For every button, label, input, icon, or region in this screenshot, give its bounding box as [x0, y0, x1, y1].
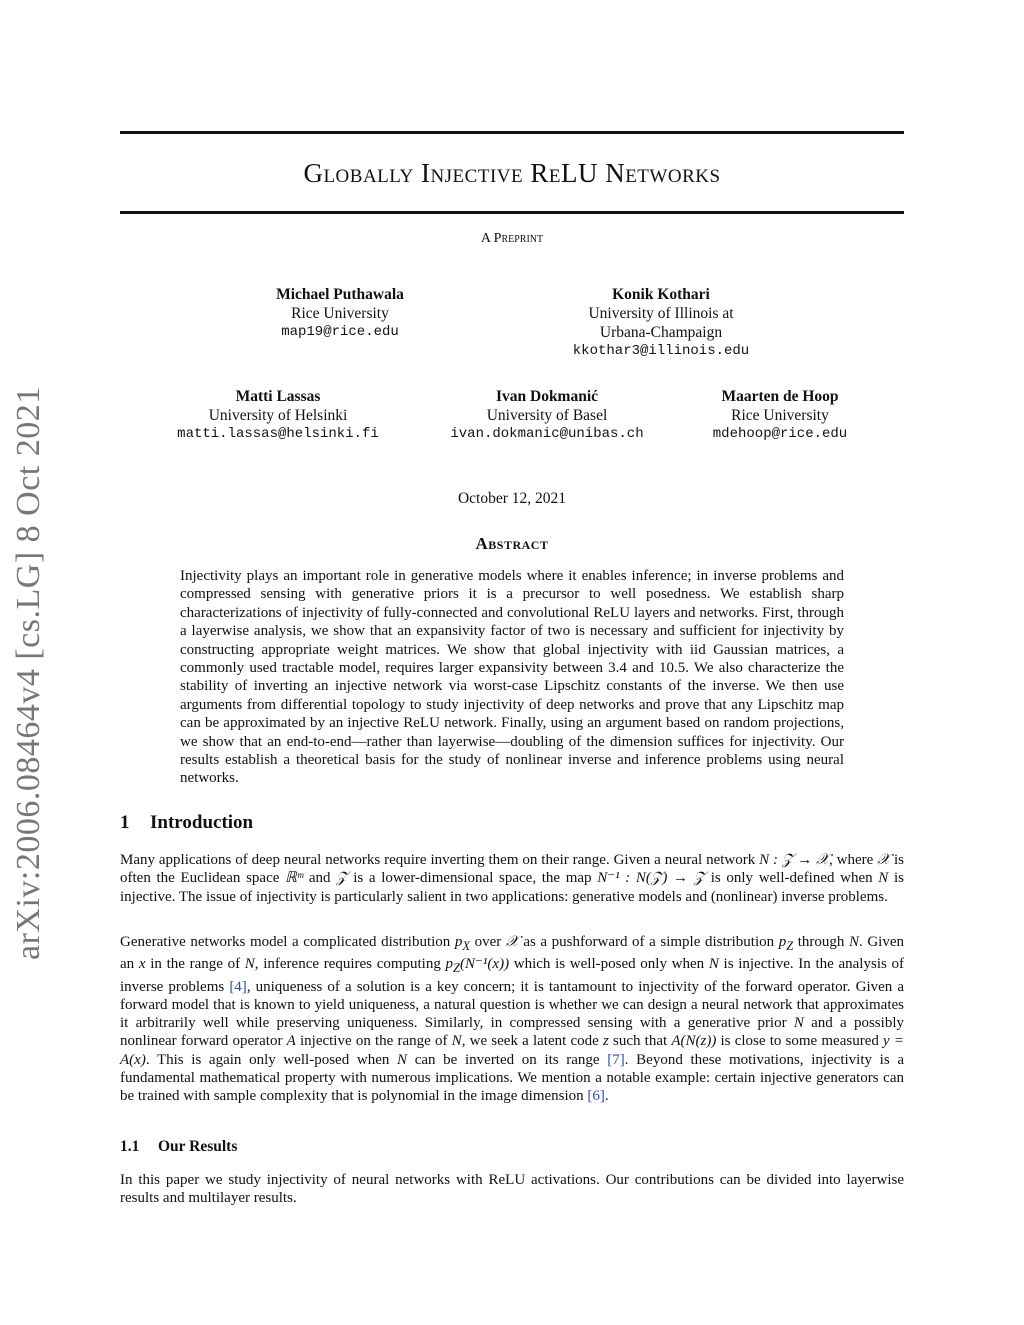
author-affiliation: University of Basel — [486, 407, 608, 424]
author-block — [531, 285, 791, 361]
author-block — [427, 387, 667, 444]
author-affiliation: University of Illinois at — [588, 305, 734, 322]
title-rule-bottom — [120, 211, 904, 214]
paper-title: Globally Injective ReLU Networks — [303, 158, 721, 188]
author-email[interactable]: matti.lassas@helsinki.fi — [177, 426, 379, 442]
author-email[interactable]: ivan.dokmanic@unibas.ch — [450, 426, 644, 442]
arxiv-identifier: arXiv:2006.08464v4 [cs.LG] 8 Oct 2021 — [10, 386, 47, 960]
intro-paragraph-2: Generative networks model a complicated distribution $p_X$ over 𝒳 as a pushforward of a simple distribution $p_Z$ through N. Given an x in the range of N, inference requires computing $p_Z(N^{-1}(x))$ which is well-posed only when N is injective. In the analysis of inverse problems [4], uniqueness of a solution is a key concern; it is tantamount to injectivity of the forward operator. Given a forward model that is known to yield uniqueness, a natural question is whether we can design a neural network that approximates it arbitrarily well while preserving uniqueness. Similarly, in compressed sensing with a generative prior N and a possibly nonlinear forward operator A injective on the range of N, we seek a latent code z such that A(N(z)) is close to some measured y = A(x). This is again only well-posed when N can be inverted on its range [7]. Beyond these motivations, injectivity is a fundamental mathematical property with numerous implications. We mention a notable example: certain injective generators can be trained with sample complexity that is polynomial in the image dimension [6]. — [120, 934, 905, 1105]
author-name: Matti Lassas — [235, 388, 321, 405]
author-name: Ivan Dokmanić — [495, 388, 599, 405]
author-block — [158, 387, 398, 444]
abstract-heading: Abstract — [475, 534, 549, 553]
results-paragraph: In this paper we study injectivity of neural networks with ReLU activations. Our contributions can be divided into layerwise results and multilayer results. — [120, 1172, 904, 1207]
paper-date: October 12, 2021 — [457, 490, 567, 507]
intro-paragraph-1: Many applications of deep neural networks require inverting them on their range. Given a neural network N : 𝒵 → 𝒳, where 𝒳 is often the Euclidean space ℝᵐ and 𝒵 is a lower-dimensional space, the map N⁻¹ : N(𝒵) → 𝒵 is only well-defined when N is injective. The issue of injectivity is particularly salient in two applications: generative models and (nonlinear) inverse problems. — [120, 852, 904, 905]
author-block — [680, 387, 880, 444]
author-affiliation: Rice University — [291, 305, 389, 322]
author-email[interactable]: map19@rice.edu — [281, 324, 399, 340]
citation-link[interactable]: [4] — [229, 978, 247, 995]
citation-link[interactable]: [7] — [607, 1051, 625, 1068]
author-affiliation: University of Helsinki — [208, 407, 348, 424]
author-block — [220, 285, 460, 342]
section-number: 1 — [120, 812, 130, 833]
subsection-number: 1.1 — [120, 1138, 140, 1155]
author-name: Michael Puthawala — [276, 286, 404, 303]
author-email[interactable]: kkothar3@illinois.edu — [572, 343, 750, 359]
author-affiliation: Urbana-Champaign — [599, 324, 723, 341]
author-affiliation: Rice University — [731, 407, 829, 424]
section-title: Introduction — [150, 812, 254, 833]
subsection-heading-our-results — [120, 1138, 237, 1156]
author-name: Konik Kothari — [612, 286, 710, 303]
author-name: Maarten de Hoop — [721, 388, 839, 405]
title-rule-top — [120, 131, 904, 134]
section-heading-introduction — [120, 812, 253, 834]
author-email[interactable]: mdehoop@rice.edu — [712, 426, 848, 442]
abstract-text: Injectivity plays an important role in generative models where it enables inference; in inverse problems and compressed sensing with generative priors it is a precursor to well posedness. We establish sharp characterizations of injectivity of fully-connected and convolutional ReLU layers and networks. First, through a layerwise analysis, we show that an expansivity factor of two is necessary and sufficient for injectivity by constructing appropriate weight matrices. We show that global injectivity with iid Gaussian matrices, a commonly used tractable model, requires larger expansivity between 3.4 and 10.5. We also characterize the stability of inverting an injective network via worst-case Lipschitz constants of the inverse. We then use arguments from differential topology to study injectivity of deep networks and prove that any Lipschitz map can be approximated by an injective ReLU network. Finally, using an argument based on random projections, we show that an end-to-end—rather than layerwise—doubling of the dimension suffices for injectivity. Our results establish a theoretical basis for the study of nonlinear inverse and inference problems using neural networks. — [180, 568, 844, 787]
preprint-label: A Preprint — [480, 231, 544, 246]
citation-link[interactable]: [6] — [587, 1088, 605, 1105]
subsection-title: Our Results — [158, 1138, 238, 1155]
